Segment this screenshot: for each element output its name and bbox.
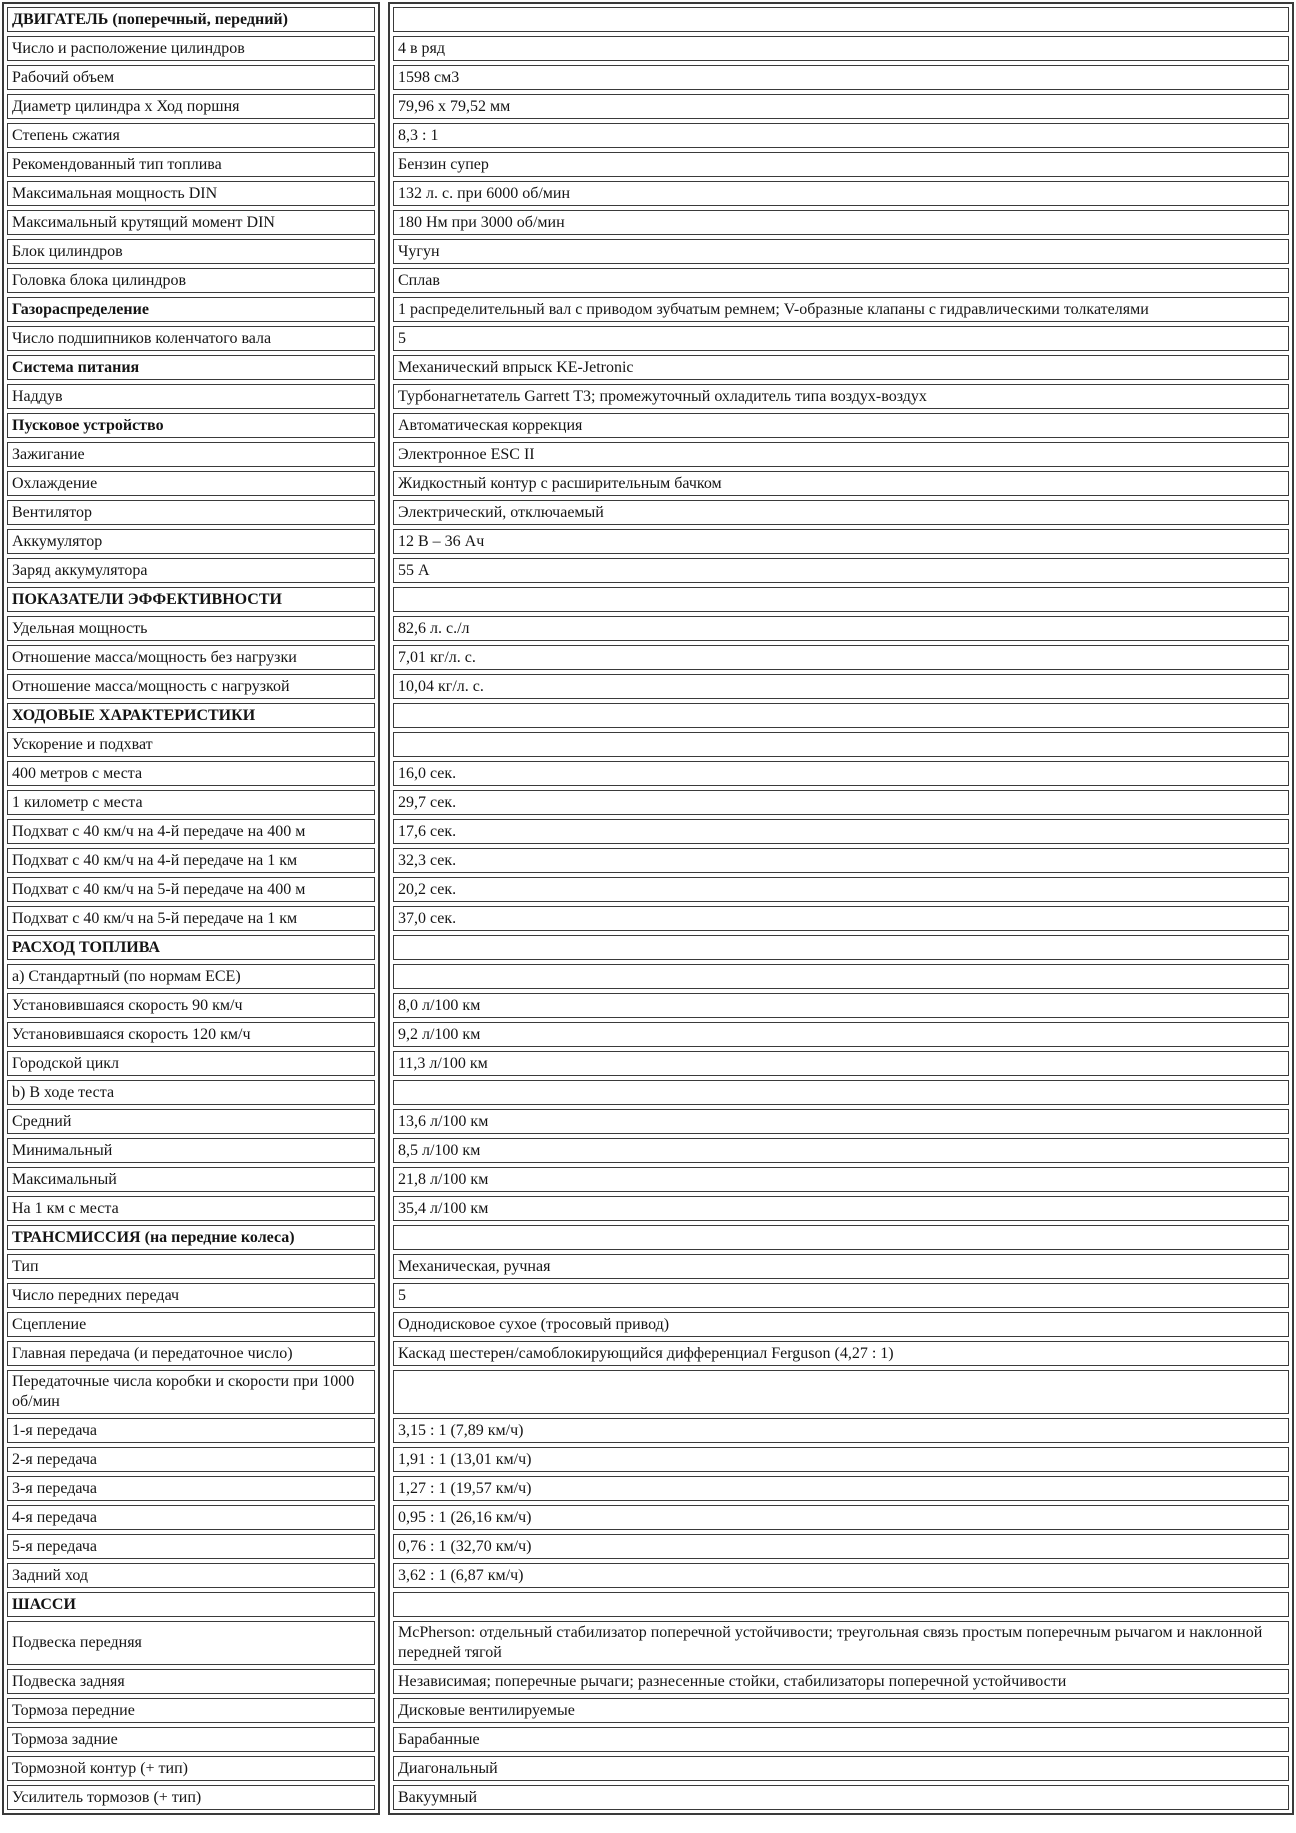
spec-label-text: Тормоза задние: [12, 1730, 118, 1748]
spec-value-text: Независимая; поперечные рычаги; разнесенные стойки, стабилизаторы поперечной устойчивости: [398, 1672, 1067, 1690]
spec-value-cell: [393, 210, 1289, 235]
spec-value-text: 8,5 л/100 км: [398, 1141, 481, 1159]
spec-value-cell: [393, 1476, 1289, 1501]
spec-label-text: Система питания: [12, 358, 140, 376]
spec-label-text: Подвеска задняя: [12, 1672, 125, 1690]
spec-label-text: Передаточные числа коробки и скорости при 1000 об/мин: [12, 1373, 355, 1410]
spec-label-text: Установившаяся скорость 120 км/ч: [12, 1025, 251, 1043]
spec-value-cell: [393, 703, 1289, 728]
spec-value-text: 1,91 : 1 (13,01 км/ч): [398, 1450, 532, 1468]
spec-label-text: Заряд аккумулятора: [12, 561, 148, 579]
spec-label-text: b) В ходе теста: [12, 1083, 115, 1101]
spec-value-cell: [393, 152, 1289, 177]
spec-value-cell: [393, 1312, 1289, 1337]
spec-value-cell: [393, 674, 1289, 699]
spec-label-cell: [7, 790, 375, 815]
spec-label-cell: [7, 732, 375, 757]
spec-label-cell: [7, 1698, 375, 1723]
spec-label-text: Минимальный: [12, 1141, 113, 1159]
spec-label-text: 1-я передача: [12, 1421, 97, 1439]
spec-label-text: ХОДОВЫЕ ХАРАКТЕРИСТИКИ: [12, 706, 256, 724]
spec-value-cell: [393, 1698, 1289, 1723]
spec-value-cell: [393, 964, 1289, 989]
spec-label-cell: [7, 1592, 375, 1617]
spec-value-cell: [393, 1785, 1289, 1810]
spec-value-cell: [393, 239, 1289, 264]
spec-value-cell: [393, 1563, 1289, 1588]
spec-label-text: 4-я передача: [12, 1508, 97, 1526]
spec-label-text: Подвеска передняя: [12, 1634, 142, 1651]
spec-label-text: ПОКАЗАТЕЛИ ЭФФЕКТИВНОСТИ: [12, 590, 282, 608]
spec-label-text: Головка блока цилиндров: [12, 271, 187, 289]
spec-label-cell: [7, 442, 375, 467]
spec-value-cell: [393, 413, 1289, 438]
spec-label-cell: [7, 819, 375, 844]
spec-value-text: McPherson: отдельный стабилизатор поперечной устойчивости; треугольная связь простым поперечным рычагом и наклонной передней тягой: [398, 1624, 1263, 1661]
spec-value-text: 132 л. с. при 6000 об/мин: [398, 184, 571, 202]
spec-value-text: 20,2 сек.: [398, 880, 457, 898]
spec-label-text: Установившаяся скорость 90 км/ч: [12, 996, 243, 1014]
spec-value-cell: [393, 906, 1289, 931]
spec-label-text: Максимальная мощность DIN: [12, 184, 218, 202]
spec-value-cell: [393, 326, 1289, 351]
spec-label-text: Число передних передач: [12, 1286, 180, 1304]
spec-value-text: Жидкостный контур с расширительным бачком: [398, 474, 722, 492]
spec-label-text: Максимальный крутящий момент DIN: [12, 213, 275, 231]
spec-label-text: Сцепление: [12, 1315, 87, 1333]
spec-label-cell: [7, 94, 375, 119]
spec-label-text: Максимальный: [12, 1170, 117, 1188]
spec-label-text: Подхват с 40 км/ч на 4-й передаче на 1 км: [12, 851, 298, 869]
spec-value-cell: [393, 1225, 1289, 1250]
spec-label-cell: [7, 1138, 375, 1163]
spec-label-cell: [7, 1196, 375, 1221]
spec-value-cell: [393, 1080, 1289, 1105]
spec-value-text: Чугун: [398, 242, 440, 260]
spec-label-text: 2-я передача: [12, 1450, 97, 1468]
spec-label-text: Аккумулятор: [12, 532, 103, 550]
spec-value-cell: [393, 1534, 1289, 1559]
spec-label-text: a) Стандартный (по нормам ЕСЕ): [12, 967, 241, 985]
spec-label-cell: [7, 1476, 375, 1501]
spec-label-text: Удельная мощность: [12, 619, 148, 637]
spec-label-cell: [7, 1109, 375, 1134]
spec-value-text: 13,6 л/100 км: [398, 1112, 489, 1130]
spec-label-text: Пусковое устройство: [12, 416, 164, 434]
spec-label-cell: [7, 326, 375, 351]
spec-label-cell: [7, 1022, 375, 1047]
spec-label-text: Задний ход: [12, 1566, 89, 1584]
spec-label-cell: [7, 1621, 375, 1665]
spec-label-cell: [7, 7, 375, 32]
spec-label-text: Тормозной контур (+ тип): [12, 1759, 188, 1777]
spec-value-text: 29,7 сек.: [398, 793, 457, 811]
spec-value-cell: [393, 819, 1289, 844]
spec-value-text: 10,04 кг/л. с.: [398, 677, 484, 695]
spec-label-text: Число и расположение цилиндров: [12, 39, 245, 57]
spec-value-cell: [393, 877, 1289, 902]
spec-value-text: 9,2 л/100 км: [398, 1025, 481, 1043]
spec-value-text: 5: [398, 1286, 406, 1304]
spec-label-cell: [7, 935, 375, 960]
spec-value-cell: [393, 1341, 1289, 1366]
spec-value-text: 17,6 сек.: [398, 822, 457, 840]
spec-label-cell: [7, 645, 375, 670]
spec-value-text: 11,3 л/100 км: [398, 1054, 488, 1072]
spec-labels-column: [2, 2, 380, 1815]
spec-label-cell: [7, 1341, 375, 1366]
spec-value-text: Сплав: [398, 271, 440, 289]
spec-value-text: Механическая, ручная: [398, 1257, 551, 1275]
spec-label-text: Тормоза передние: [12, 1701, 135, 1719]
spec-label-cell: [7, 239, 375, 264]
spec-label-cell: [7, 587, 375, 612]
spec-value-text: Диагональный: [398, 1759, 498, 1777]
spec-value-text: 1598 см3: [398, 68, 460, 86]
spec-values-column: [388, 2, 1294, 1815]
spec-label-text: Газораспределение: [12, 300, 149, 318]
spec-label-text: ТРАНСМИССИЯ (на передние колеса): [12, 1228, 295, 1246]
spec-value-cell: [393, 1505, 1289, 1530]
spec-label-text: Число подшипников коленчатого вала: [12, 329, 272, 347]
spec-value-cell: [393, 1370, 1289, 1414]
spec-value-text: 1,27 : 1 (19,57 км/ч): [398, 1479, 532, 1497]
spec-label-text: Подхват с 40 км/ч на 5-й передаче на 1 км: [12, 909, 298, 927]
spec-label-text: Главная передача (и передаточное число): [12, 1344, 293, 1362]
spec-label-text: Городской цикл: [12, 1054, 120, 1072]
spec-label-cell: [7, 1254, 375, 1279]
spec-value-cell: [393, 935, 1289, 960]
spec-value-cell: [393, 848, 1289, 873]
spec-label-text: Отношение масса/мощность с нагрузкой: [12, 677, 290, 695]
spec-label-cell: [7, 152, 375, 177]
spec-value-cell: [393, 297, 1289, 322]
spec-value-cell: [393, 7, 1289, 32]
spec-value-cell: [393, 616, 1289, 641]
spec-label-text: ШАССИ: [12, 1595, 76, 1613]
spec-value-cell: [393, 587, 1289, 612]
spec-label-text: Тип: [12, 1257, 39, 1275]
spec-value-text: 32,3 сек.: [398, 851, 457, 869]
spec-value-text: 8,3 : 1: [398, 126, 439, 144]
spec-value-text: 4 в ряд: [398, 39, 446, 57]
spec-value-cell: [393, 384, 1289, 409]
spec-value-text: Турбонагнетатель Garrett T3; промежуточный охладитель типа воздух-воздух: [398, 387, 927, 405]
spec-value-cell: [393, 1418, 1289, 1443]
spec-label-cell: [7, 761, 375, 786]
spec-label-text: Рабочий объем: [12, 68, 115, 86]
spec-label-text: Степень сжатия: [12, 126, 120, 144]
spec-value-cell: [393, 558, 1289, 583]
spec-value-cell: [393, 471, 1289, 496]
spec-label-cell: [7, 1447, 375, 1472]
spec-value-cell: [393, 732, 1289, 757]
spec-label-text: Блок цилиндров: [12, 242, 123, 260]
spec-value-text: Электрический, отключаемый: [398, 503, 604, 521]
spec-label-text: Подхват с 40 км/ч на 5-й передаче на 400 м: [12, 880, 306, 898]
spec-label-cell: [7, 674, 375, 699]
spec-label-text: Зажигание: [12, 445, 85, 463]
spec-value-text: Каскад шестерен/самоблокирующийся дифференциал Ferguson (4,27 : 1): [398, 1344, 894, 1362]
spec-value-cell: [393, 355, 1289, 380]
spec-label-cell: [7, 1312, 375, 1337]
spec-value-text: 5: [398, 329, 406, 347]
spec-label-cell: [7, 558, 375, 583]
spec-label-text: Отношение масса/мощность без нагрузки: [12, 648, 297, 666]
spec-label-text: 5-я передача: [12, 1537, 97, 1555]
spec-value-cell: [393, 65, 1289, 90]
spec-label-text: Охлаждение: [12, 474, 98, 492]
spec-value-text: 3,62 : 1 (6,87 км/ч): [398, 1566, 524, 1584]
spec-value-text: 0,95 : 1 (26,16 км/ч): [398, 1508, 532, 1526]
spec-label-text: Ускорение и подхват: [12, 735, 153, 753]
spec-label-cell: [7, 65, 375, 90]
spec-value-cell: [393, 790, 1289, 815]
spec-value-text: Барабанные: [398, 1730, 480, 1748]
spec-value-cell: [393, 993, 1289, 1018]
spec-value-cell: [393, 268, 1289, 293]
spec-label-text: 400 метров с места: [12, 764, 143, 782]
spec-label-cell: [7, 1370, 375, 1414]
spec-value-text: Бензин супер: [398, 155, 489, 173]
spec-label-cell: [7, 703, 375, 728]
spec-label-cell: [7, 964, 375, 989]
spec-label-text: Вентилятор: [12, 503, 93, 521]
spec-label-text: 3-я передача: [12, 1479, 97, 1497]
spec-label-cell: [7, 1080, 375, 1105]
spec-label-text: Рекомендованный тип топлива: [12, 155, 222, 173]
spec-label-cell: [7, 1051, 375, 1076]
spec-value-cell: [393, 1669, 1289, 1694]
spec-label-cell: [7, 268, 375, 293]
spec-value-text: Электронное ESC II: [398, 445, 535, 463]
spec-label-text: На 1 км с места: [12, 1199, 119, 1217]
spec-label-cell: [7, 1283, 375, 1308]
spec-label-cell: [7, 529, 375, 554]
spec-label-cell: [7, 993, 375, 1018]
spec-value-text: 1 распределительный вал с приводом зубчатым ремнем; V-образные клапаны с гидравлическими толкателями: [398, 300, 1149, 318]
spec-label-text: Усилитель тормозов (+ тип): [12, 1788, 202, 1806]
spec-value-cell: [393, 500, 1289, 525]
spec-label-cell: [7, 1534, 375, 1559]
spec-value-text: Дисковые вентилируемые: [398, 1701, 575, 1719]
spec-value-cell: [393, 1196, 1289, 1221]
spec-value-text: 37,0 сек.: [398, 909, 457, 927]
spec-value-cell: [393, 1167, 1289, 1192]
spec-label-cell: [7, 1669, 375, 1694]
spec-value-text: 16,0 сек.: [398, 764, 457, 782]
spec-value-cell: [393, 1621, 1289, 1665]
spec-label-text: Подхват с 40 км/ч на 4-й передаче на 400 м: [12, 822, 306, 840]
spec-value-cell: [393, 442, 1289, 467]
spec-value-text: Однодисковое сухое (тросовый привод): [398, 1315, 670, 1333]
spec-label-cell: [7, 1563, 375, 1588]
spec-value-text: Механический впрыск KE-Jetronic: [398, 358, 634, 376]
spec-value-cell: [393, 1109, 1289, 1134]
spec-value-cell: [393, 1254, 1289, 1279]
spec-label-cell: [7, 384, 375, 409]
spec-label-cell: [7, 1418, 375, 1443]
spec-label-text: Диаметр цилиндра х Ход поршня: [12, 97, 240, 115]
spec-value-text: 35,4 л/100 км: [398, 1199, 489, 1217]
spec-table: [2, 2, 1294, 1815]
spec-value-cell: [393, 529, 1289, 554]
spec-label-text: ДВИГАТЕЛЬ (поперечный, передний): [12, 10, 288, 28]
spec-label-cell: [7, 413, 375, 438]
spec-label-cell: [7, 1167, 375, 1192]
spec-value-cell: [393, 1051, 1289, 1076]
spec-label-text: Наддув: [12, 387, 63, 405]
spec-value-cell: [393, 1283, 1289, 1308]
spec-label-cell: [7, 1505, 375, 1530]
spec-value-text: Вакуумный: [398, 1788, 478, 1806]
spec-label-cell: [7, 1785, 375, 1810]
spec-value-cell: [393, 1592, 1289, 1617]
spec-value-cell: [393, 1447, 1289, 1472]
spec-value-text: 180 Нм при 3000 об/мин: [398, 213, 565, 231]
spec-label-cell: [7, 355, 375, 380]
spec-label-cell: [7, 616, 375, 641]
spec-value-cell: [393, 36, 1289, 61]
spec-value-cell: [393, 1756, 1289, 1781]
spec-value-text: 8,0 л/100 км: [398, 996, 481, 1014]
spec-label-cell: [7, 210, 375, 235]
spec-label-text: Средний: [12, 1112, 72, 1130]
spec-value-cell: [393, 645, 1289, 670]
spec-value-cell: [393, 181, 1289, 206]
spec-value-text: Автоматическая коррекция: [398, 416, 583, 434]
spec-label-cell: [7, 297, 375, 322]
spec-value-text: 7,01 кг/л. с.: [398, 648, 476, 666]
spec-value-cell: [393, 1138, 1289, 1163]
spec-value-text: 12 В – 36 Ач: [398, 532, 485, 550]
spec-label-cell: [7, 181, 375, 206]
spec-value-text: 82,6 л. с./л: [398, 619, 470, 637]
spec-value-text: 55 А: [398, 561, 430, 579]
spec-label-cell: [7, 1225, 375, 1250]
spec-label-cell: [7, 471, 375, 496]
spec-label-cell: [7, 848, 375, 873]
spec-label-cell: [7, 500, 375, 525]
spec-label-cell: [7, 123, 375, 148]
spec-value-cell: [393, 94, 1289, 119]
spec-value-text: 0,76 : 1 (32,70 км/ч): [398, 1537, 532, 1555]
spec-label-cell: [7, 1756, 375, 1781]
spec-label-cell: [7, 1727, 375, 1752]
spec-label-text: РАСХОД ТОПЛИВА: [12, 938, 160, 956]
spec-label-cell: [7, 877, 375, 902]
spec-value-cell: [393, 1727, 1289, 1752]
spec-value-text: 79,96 х 79,52 мм: [398, 97, 511, 115]
spec-label-cell: [7, 36, 375, 61]
spec-label-text: 1 километр с места: [12, 793, 143, 811]
spec-value-text: 21,8 л/100 км: [398, 1170, 489, 1188]
spec-value-cell: [393, 1022, 1289, 1047]
spec-value-cell: [393, 761, 1289, 786]
spec-value-text: 3,15 : 1 (7,89 км/ч): [398, 1421, 524, 1439]
spec-label-cell: [7, 906, 375, 931]
spec-value-cell: [393, 123, 1289, 148]
